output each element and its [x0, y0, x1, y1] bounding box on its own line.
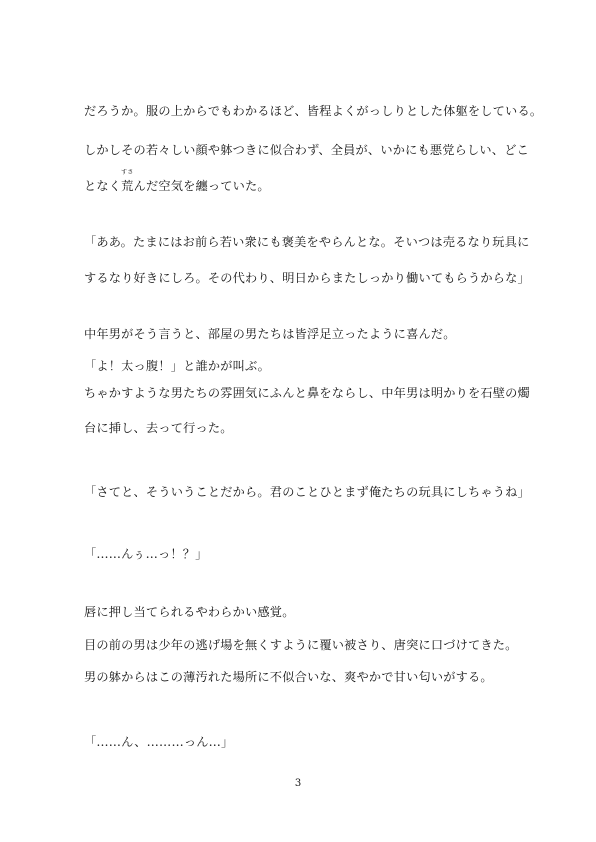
text-line-8: ちゃかすような男たちの雰囲気にふんと鼻をならし、中年男は明かりを石壁の燭 [84, 386, 530, 400]
text-line-3-after: んだ空気を纏っていた。 [133, 179, 270, 193]
text-line-12: 唇に押し当てられるやわらかい感覚。 [84, 605, 295, 619]
text-line-6: 中年男がそう言うと、部屋の男たちは皆浮足立ったように喜んだ。 [84, 327, 456, 341]
dialogue-line-4: 「……んぅ…っ！？」 [84, 547, 208, 561]
dialogue-line-5: 「……ん、………っん…」 [84, 735, 234, 749]
dialogue-line-3: 「さてと、そういうことだから。君のことひとまず俺たちの玩具にしちゃうね」 [84, 485, 530, 499]
text-line-13: 目の前の男は少年の逃げ場を無くすように覆い被さり、唐突に口づけてきた。 [84, 638, 518, 652]
text-line-2: しかしその若々しい顔や躰つきに似合わず、全員が、いかにも悪党らしい、どこ [84, 143, 529, 157]
page-number: 3 [294, 778, 302, 789]
ruby-reading: すさ [121, 169, 134, 176]
text-line-7: 「よ！太っ腹！」と誰かが叫ぶ。 [84, 359, 271, 373]
text-line-3-before: となく [84, 179, 122, 193]
ruby-base: 荒 [121, 179, 134, 193]
text-line-9: 台に挿し、去って行った。 [84, 421, 233, 435]
text-line-1: だろうか。服の上からでもわかるほど、皆程よくがっしりとした体躯をしている。 [84, 104, 543, 118]
dialogue-line-1: 「ああ。たまにはお前ら若い衆にも褒美をやらんとな。そいつは売るなり玩具に [84, 235, 530, 249]
text-line-3 [84, 169, 524, 194]
dialogue-line-2: するなり好きにしろ。その代わり、明日からまたしっかり働いてもらうからな」 [84, 271, 530, 285]
ruby-annotated-char [121, 169, 134, 194]
text-line-14: 男の躰からはこの薄汚れた場所に不似合いな、爽やかで甘い匂いがする。 [84, 670, 493, 684]
